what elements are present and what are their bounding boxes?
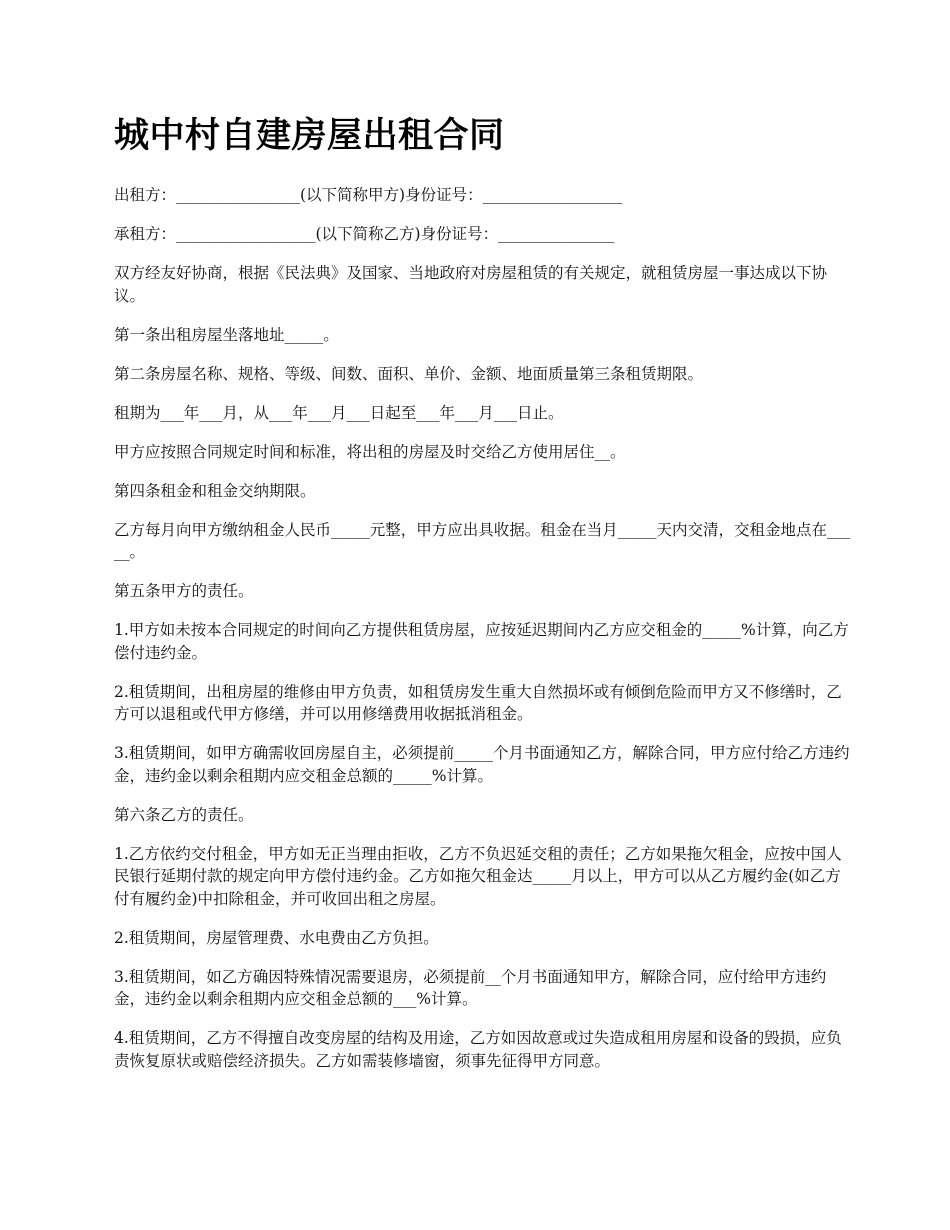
lessee-clause-2: 2.租赁期间，房屋管理费、水电费由乙方负担。	[114, 928, 439, 947]
lessee-clause-1: 1.乙方依约交付租金，甲方如无正当理由拒收，乙方不负迟延交租的责任；乙方如果拖欠租金，应按中国人民银行延期付款的规定向甲方偿付违约金。乙方如拖欠租金达_____月以上，甲方可以从乙方履约金(如乙方付有履约金)中扣除租金，并可收回出租之房屋。	[114, 844, 842, 908]
delivery-paragraph: 甲方应按照合同规定时间和标准，将出租的房屋及时交给乙方使用居住__。	[114, 442, 626, 461]
lessor-line: 出租方：________________(以下简称甲方)身份证号：__________________	[114, 186, 623, 204]
rent-payment-paragraph: 乙方每月向甲方缴纳租金人民币_____元整，甲方应出具收据。租金在当月_____天内交清，交租金地点在_____。	[114, 520, 851, 561]
document-title: 城中村自建房屋出租合同	[114, 116, 505, 156]
lessee-line: 承租方：__________________(以下简称乙方)身份证号：_______________	[114, 225, 615, 243]
lessor-clause-3: 3.租赁期间，如甲方确需收回房屋自主，必须提前_____个月书面通知乙方，解除合同，甲方应付给乙方违约金，违约金以剩余租期内应交租金总额的_____%计算。	[114, 744, 850, 785]
lease-term-paragraph: 租期为___年___月，从___年___月___日起至___年___月___日止。	[114, 403, 564, 422]
article-5-heading: 第五条甲方的责任。	[114, 582, 254, 600]
lessor-clause-2: 2.租赁期间，出租房屋的维修由甲方负责，如租赁房发生重大自然损坏或有倾倒危险而甲方又不修缮时，乙方可以退租或代甲方修缮，并可以用修缮费用收据抵消租金。	[114, 682, 842, 723]
lessee-clause-3: 3.租赁期间，如乙方确因特殊情况需要退房，必须提前__个月书面通知甲方，解除合同，应付给甲方违约金，违约金以剩余租期内应交租金总额的___%计算。	[114, 967, 827, 1008]
article-6-heading: 第六条乙方的责任。	[114, 805, 254, 824]
preamble-paragraph: 双方经友好协商，根据《民法典》及国家、当地政府对房屋租赁的有关规定，就租赁房屋一事达成以下协议。	[114, 264, 828, 305]
document-page	[114, 110, 854, 1089]
article-1-heading: 第一条出租房屋坐落地址_____。	[114, 325, 339, 344]
article-4-heading: 第四条租金和租金交纳期限。	[114, 481, 316, 500]
lessee-clause-4: 4.租赁期间，乙方不得擅自改变房屋的结构及用途，乙方如因故意或过失造成租用房屋和设备的毁损，应负责恢复原状或赔偿经济损失。乙方如需装修墙窗，须事先征得甲方同意。	[114, 1029, 842, 1070]
article-2-heading: 第二条房屋名称、规格、等级、间数、面积、单价、金额、地面质量第三条租赁期限。	[114, 364, 704, 383]
lessor-clause-1: 1.甲方如未按本合同规定的时间向乙方提供租赁房屋，应按延迟期间内乙方应交租金的_____%计算，向乙方偿付违约金。	[114, 621, 849, 662]
